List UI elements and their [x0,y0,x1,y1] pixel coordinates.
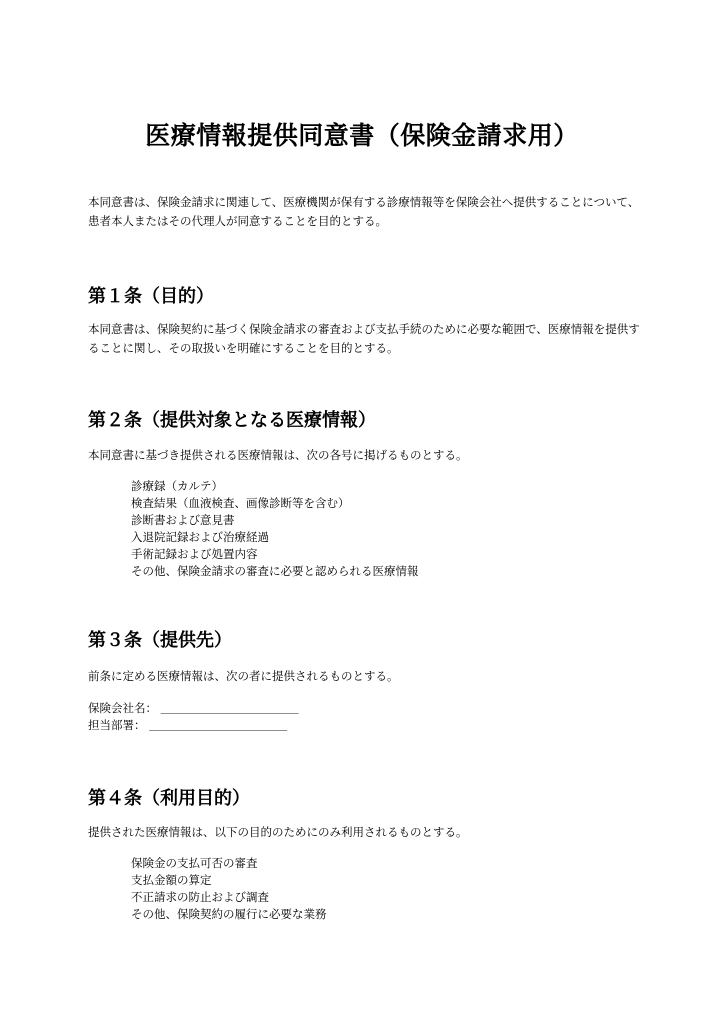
document-title: 医療情報提供同意書（保険金請求用） [145,121,579,150]
article1-heading: 第１条（目的） [88,286,214,307]
article2-heading: 第２条（提供対象となる医療情報） [88,410,376,431]
list-item: 支払金額の算定 [131,873,212,887]
list-item: 手術記録および処置内容 [131,547,258,561]
article4-heading: 第４条（利用目的） [88,788,250,809]
list-item: 検査結果（血液検査、画像診断等を含む） [131,496,350,510]
list-item: その他、保険金請求の審査に必要と認められる医療情報 [131,564,419,578]
list-item: 不正請求の防止および調査 [131,890,269,904]
article1-body: 本同意書は、保険契約に基づく保険金請求の審査および支払手続のために必要な範囲で、医療情報を提供することに関し、その取扱いを明確にすることを目的とする。 [88,322,640,355]
intro-paragraph: 本同意書は、保険金請求に関連して、医療機関が保有する診療情報等を保険会社へ提供することについて、患者本人またはその代理人が同意することを目的とする。 [88,195,640,228]
article2-item-list [131,478,419,580]
list-item: 診療録（カルテ） [131,479,223,493]
article3-fields [88,700,299,734]
article4-body: 提供された医療情報は、以下の目的のためにのみ利用されるものとする。 [88,825,468,839]
list-item: 診断書および意見書 [131,513,235,527]
article2-body: 本同意書に基づき提供される医療情報は、次の各号に掲げるものとする。 [88,448,468,462]
article3-body: 前条に定める医療情報は、次の者に提供されるものとする。 [88,669,399,683]
list-item: その他、保険契約の履行に必要な業務 [131,907,327,921]
list-item: 入退院記録および治療経過 [131,530,269,544]
list-item: 保険金の支払可否の審査 [131,856,258,870]
department-blank[interactable]: ＿＿＿＿＿＿＿＿＿＿＿＿ [149,718,288,732]
insurance-company-blank[interactable]: ＿＿＿＿＿＿＿＿＿＿＿＿ [160,701,299,715]
department-field [88,717,299,734]
article3-heading: 第３条（提供先） [88,630,232,651]
insurance-company-field [88,700,299,717]
field-label: 担当部署： [88,718,146,732]
article4-item-list [131,855,327,923]
field-label: 保険会社名： [88,701,157,715]
